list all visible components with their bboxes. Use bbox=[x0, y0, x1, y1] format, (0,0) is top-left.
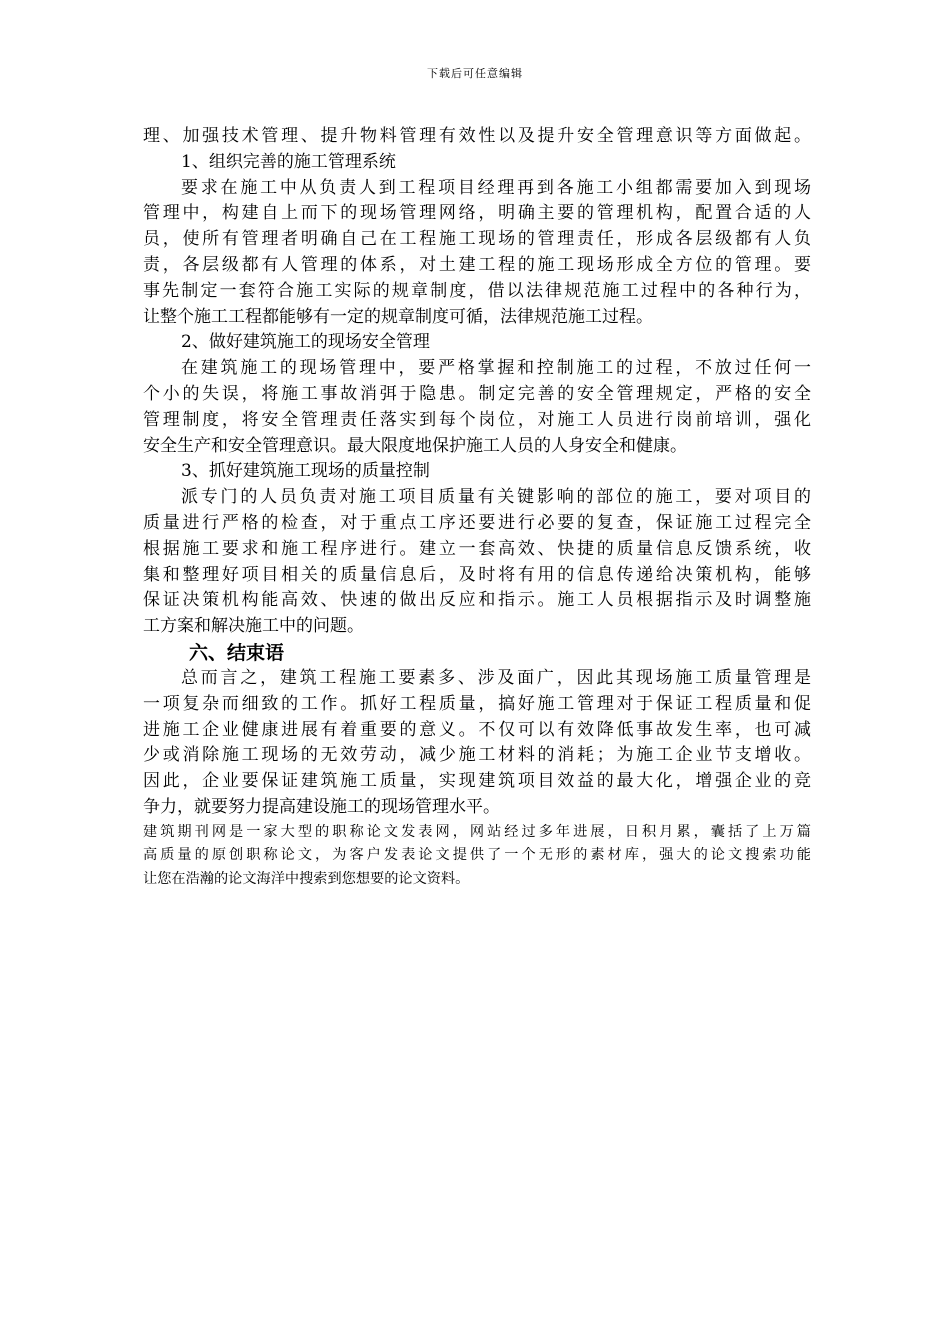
paragraph-line: 一项复杂而细致的工作。抓好工程质量，搞好施工管理对于保证工程质量和促 bbox=[143, 693, 811, 714]
paragraph-line: 责，各层级都有人管理的体系，对土建工程的施工现场形成全方位的管理。要 bbox=[143, 254, 811, 275]
paragraph-line: 管理制度，将安全管理责任落实到每个岗位，对施工人员进行岗前培训，强化 bbox=[143, 409, 811, 430]
paragraph-line: 因此，企业要保证建筑施工质量，实现建筑项目效益的最大化，增强企业的竞 bbox=[143, 771, 811, 792]
paragraph-line: 派专门的人员负责对施工项目质量有关键影响的部位的施工，要对项目的 bbox=[181, 487, 811, 508]
paragraph-line: 集和整理好项目相关的质量信息后，及时将有用的信息传递给决策机构，能够 bbox=[143, 564, 811, 585]
paragraph-line: 事先制定一套符合施工实际的规章制度，借以法律规范施工过程中的各种行为， bbox=[143, 280, 811, 301]
paragraph-line: 在建筑施工的现场管理中，要严格掌握和控制施工的过程，不放过任何一 bbox=[181, 358, 811, 379]
subheading-quality-control: 3、抓好建筑施工现场的质量控制 bbox=[181, 461, 430, 482]
paragraph-line: 管理中，构建自上而下的现场管理网络，明确主要的管理机构，配置合适的人 bbox=[143, 203, 811, 224]
paragraph-line: 个小的失误，将施工事故消弭于隐患。制定完善的安全管理规定，严格的安全 bbox=[143, 383, 811, 404]
page-header: 下载后可任意编辑 bbox=[427, 67, 523, 80]
paragraph-line: 工方案和解决施工中的问题。 bbox=[143, 616, 364, 637]
paragraph-line: 少或消除施工现场的无效劳动，减少施工材料的消耗；为施工企业节支增收。 bbox=[143, 745, 811, 766]
section-heading-conclusion: 六、结束语 bbox=[189, 641, 285, 664]
footer-note-line: 高质量的原创职称论文，为客户发表论文提供了一个无形的素材库，强大的论文搜索功能 bbox=[143, 847, 811, 864]
footer-note-line: 让您在浩瀚的论文海洋中搜索到您想要的论文资料。 bbox=[143, 870, 470, 887]
paragraph-line: 要求在施工中从负责人到工程项目经理再到各施工小组都需要加入到现场 bbox=[181, 177, 811, 198]
paragraph-line: 让整个施工工程都能够有一定的规章制度可循，法律规范施工过程。 bbox=[143, 306, 653, 327]
document-body bbox=[143, 124, 811, 891]
paragraph-line: 员，使所有管理者明确自己在工程施工现场的管理责任，形成各层级都有人负 bbox=[143, 229, 811, 250]
paragraph-line: 保证决策机构能高效、快速的做出反应和指示。施工人员根据指示及时调整施 bbox=[143, 590, 811, 611]
paragraph-line: 理、加强技术管理、提升物料管理有效性以及提升安全管理意识等方面做起。 bbox=[143, 126, 811, 146]
subheading-safety-management: 2、做好建筑施工的现场安全管理 bbox=[181, 332, 430, 353]
paragraph-line: 争力，就要努力提高建设施工的现场管理水平。 bbox=[143, 796, 500, 817]
subheading-organize-system: 1、组织完善的施工管理系统 bbox=[181, 151, 396, 172]
paragraph-line: 质量进行严格的检查，对于重点工序还要进行必要的复查，保证施工过程完全 bbox=[143, 512, 811, 533]
paragraph-line: 进施工企业健康进展有着重要的意义。不仅可以有效降低事故发生率，也可减 bbox=[143, 719, 811, 740]
paragraph-line: 总而言之，建筑工程施工要素多、涉及面广，因此其现场施工质量管理是 bbox=[181, 667, 811, 688]
paragraph-line: 安全生产和安全管理意识。最大限度地保护施工人员的人身安全和健康。 bbox=[143, 435, 687, 456]
paragraph-line: 根据施工要求和施工程序进行。建立一套高效、快捷的质量信息反馈系统，收 bbox=[143, 538, 811, 559]
footer-note-line: 建筑期刊网是一家大型的职称论文发表网，网站经过多年进展，日积月累，囊括了上万篇 bbox=[143, 823, 811, 840]
